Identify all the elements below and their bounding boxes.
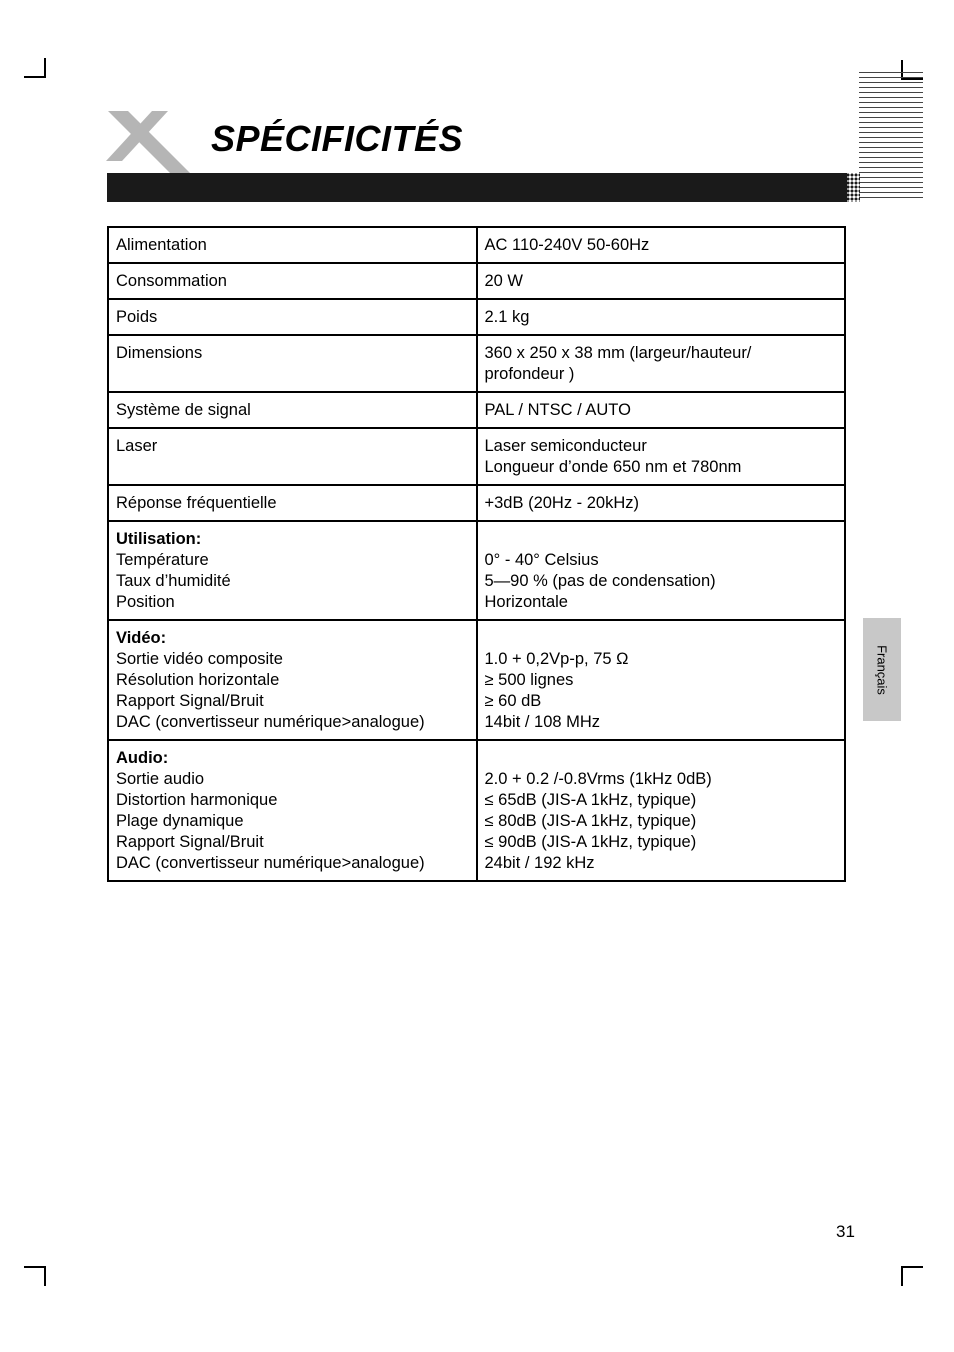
spec-value-cell	[477, 392, 846, 428]
specifications-table	[107, 226, 846, 882]
spec-group-heading: Audio:	[116, 749, 169, 767]
spec-label: Rapport Signal/Bruit	[116, 692, 264, 710]
spec-label-cell	[108, 263, 477, 299]
spec-group-heading: Utilisation:	[116, 530, 202, 548]
spec-label: Position	[116, 593, 175, 611]
spec-label: Réponse fréquentielle	[116, 494, 277, 512]
page-number: 31	[836, 1222, 855, 1241]
spec-value: ≥ 60 dB	[484, 692, 542, 710]
spec-value: profondeur )	[484, 365, 575, 383]
spec-value-cell	[477, 263, 846, 299]
spec-label: Résolution horizontale	[116, 671, 280, 689]
spec-label-cell	[108, 299, 477, 335]
spec-row	[108, 299, 845, 335]
spec-label-cell	[108, 335, 477, 392]
spec-value: ≤ 90dB (JIS-A 1kHz, typique)	[484, 833, 697, 851]
spec-value: 1.0 + 0,2Vp-p, 75 Ω	[484, 650, 629, 668]
spec-label-cell	[108, 392, 477, 428]
spec-value: 14bit / 108 MHz	[484, 713, 601, 731]
spec-row	[108, 428, 845, 485]
spec-label: Sortie audio	[116, 770, 205, 788]
spec-value: Laser semiconducteur	[484, 437, 647, 455]
spec-label-cell	[108, 521, 477, 620]
spec-value-cell	[477, 428, 846, 485]
spec-label: Température	[116, 551, 209, 569]
spec-label-cell	[108, 740, 477, 881]
spec-value: AC 110-240V 50-60Hz	[484, 236, 650, 254]
spec-label: Taux d’humidité	[116, 572, 231, 590]
spec-label: DAC (convertisseur numérique>analogue)	[116, 854, 425, 872]
spec-value-cell	[477, 740, 846, 881]
spec-value: 0° - 40° Celsius	[484, 551, 599, 569]
spec-row	[108, 485, 845, 521]
crop-mark-top-left	[24, 58, 46, 78]
spec-row	[108, 335, 845, 392]
spec-label: Sortie vidéo composite	[116, 650, 283, 668]
crop-mark-bottom-right	[901, 1266, 923, 1286]
spec-value: 20 W	[484, 272, 524, 290]
page-title: SPÉCIFICITÉS	[211, 118, 464, 159]
spec-label-cell	[108, 485, 477, 521]
spec-label: Consommation	[116, 272, 227, 290]
spec-label-cell	[108, 620, 477, 740]
spec-value-cell	[477, 521, 846, 620]
spec-value: ≤ 65dB (JIS-A 1kHz, typique)	[484, 791, 697, 809]
spec-label: Rapport Signal/Bruit	[116, 833, 264, 851]
spec-value: 5—90 % (pas de condensation)	[484, 572, 716, 590]
spec-label: Laser	[116, 437, 158, 455]
language-tab	[863, 618, 901, 721]
spec-value-cell	[477, 620, 846, 740]
spec-value: ≤ 80dB (JIS-A 1kHz, typique)	[484, 812, 697, 830]
spec-row	[108, 521, 845, 620]
spec-row	[108, 620, 845, 740]
spec-label-cell	[108, 227, 477, 263]
brand-x-logo	[100, 105, 200, 177]
spec-value-cell	[477, 485, 846, 521]
spec-value: Longueur d’onde 650 nm et 780nm	[484, 458, 742, 476]
spec-row	[108, 263, 845, 299]
spec-row	[108, 227, 845, 263]
spec-value: Horizontale	[484, 593, 568, 611]
spec-value: +3dB (20Hz - 20kHz)	[484, 494, 640, 512]
title-bar	[107, 173, 847, 202]
spec-value-cell	[477, 227, 846, 263]
spec-row	[108, 392, 845, 428]
title-bar-dots	[822, 173, 860, 202]
spec-value: ≥ 500 lignes	[484, 671, 574, 689]
spec-label: DAC (convertisseur numérique>analogue)	[116, 713, 425, 731]
spec-label: Distortion harmonique	[116, 791, 278, 809]
spec-value: 2.0 + 0.2 /-0.8Vrms (1kHz 0dB)	[484, 770, 712, 788]
spec-label: Système de signal	[116, 401, 251, 419]
spec-value: 24bit / 192 kHz	[484, 854, 595, 872]
spec-row	[108, 740, 845, 881]
spec-group-heading: Vidéo:	[116, 629, 167, 647]
spec-label: Dimensions	[116, 344, 203, 362]
spec-value: 360 x 250 x 38 mm (largeur/hauteur/	[484, 344, 752, 362]
crop-mark-bottom-left	[24, 1266, 46, 1286]
decorative-stripes	[859, 72, 923, 200]
spec-value: 2.1 kg	[484, 308, 530, 326]
spec-label: Alimentation	[116, 236, 207, 254]
spec-label-cell	[108, 428, 477, 485]
language-tab-label: Français	[874, 644, 890, 695]
spec-value-cell	[477, 335, 846, 392]
spec-value-cell	[477, 299, 846, 335]
spec-value: PAL / NTSC / AUTO	[484, 401, 631, 419]
spec-label: Plage dynamique	[116, 812, 244, 830]
spec-label: Poids	[116, 308, 158, 326]
